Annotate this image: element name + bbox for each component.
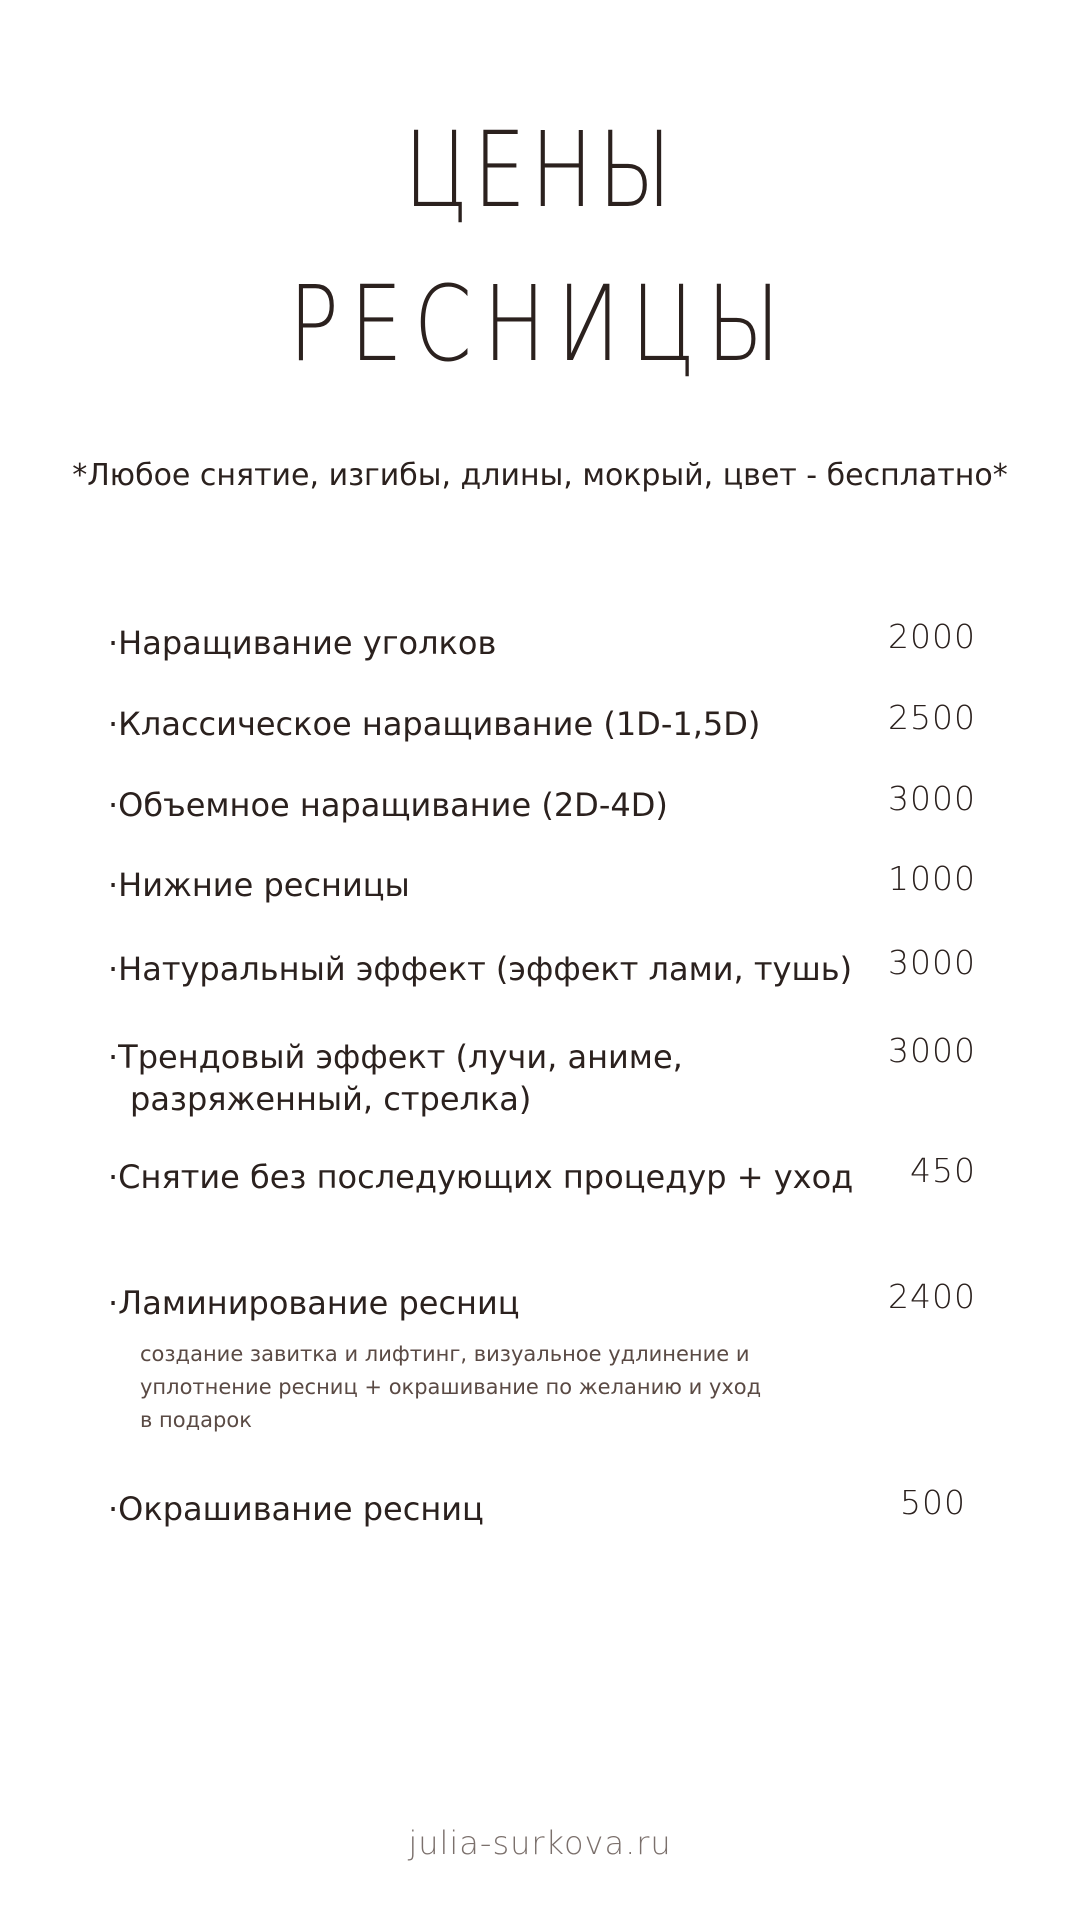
service-price: 3000 bbox=[888, 1031, 976, 1070]
service-price: 500 bbox=[900, 1483, 966, 1522]
service-description: создание завитка и лифтинг, визуальное удлинение и уплотнение ресниц + окрашивание по желанию и уход в подарок bbox=[140, 1342, 762, 1432]
service-price: 3000 bbox=[888, 943, 976, 982]
service-name-line-1: ·Трендовый эффект (лучи, аниме, bbox=[108, 1038, 683, 1076]
service-price: 1000 bbox=[888, 859, 976, 898]
service-name: ·Снятие без последующих процедур + уход bbox=[108, 1158, 854, 1196]
service-name: ·Классическое наращивание (1D-1,5D) bbox=[108, 705, 761, 743]
service-price: 450 bbox=[910, 1151, 976, 1190]
service-name-line-2: разряженный, стрелка) bbox=[130, 1080, 532, 1118]
service-name: ·Ламинирование ресниц bbox=[108, 1284, 520, 1322]
service-price: 2400 bbox=[888, 1277, 976, 1316]
service-name bbox=[108, 1036, 683, 1120]
service-name: ·Объемное наращивание (2D-4D) bbox=[108, 786, 668, 824]
service-price: 2000 bbox=[888, 617, 976, 656]
service-name: ·Натуральный эффект (эффект лами, тушь) bbox=[108, 950, 853, 988]
service-price: 2500 bbox=[888, 698, 976, 737]
service-name: ·Окрашивание ресниц bbox=[108, 1490, 484, 1528]
website-footer: julia-surkova.ru bbox=[408, 1824, 672, 1862]
page-title-line-2: РЕСНИЦЫ bbox=[288, 263, 792, 385]
page-title-line-1: ЦЕНЫ bbox=[403, 109, 677, 231]
service-name: ·Наращивание уголков bbox=[108, 624, 497, 662]
free-services-note: *Любое снятие, изгибы, длины, мокрый, цвет - бесплатно* bbox=[72, 458, 1008, 493]
service-name: ·Нижние ресницы bbox=[108, 866, 410, 904]
service-price: 3000 bbox=[888, 779, 976, 818]
